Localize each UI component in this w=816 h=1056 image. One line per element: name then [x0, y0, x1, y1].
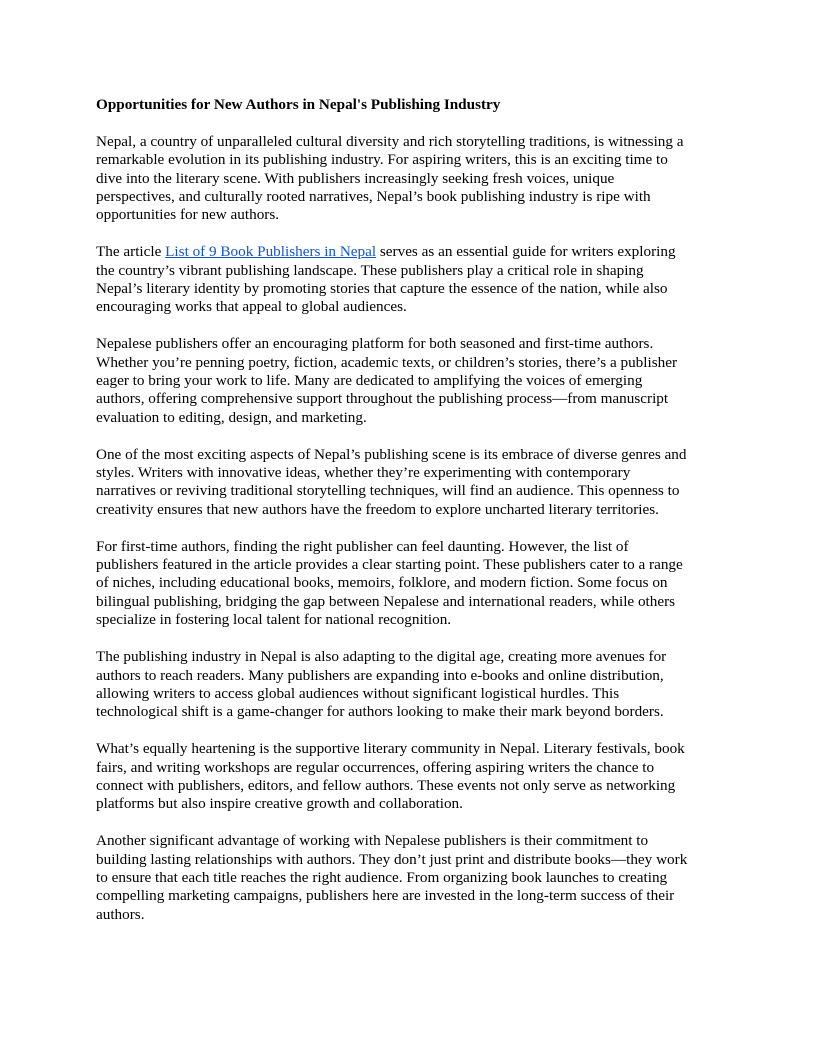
document-page	[96, 96, 726, 943]
publishers-list-link[interactable]: List of 9 Book Publishers in Nepal	[165, 243, 377, 261]
paragraph-text-before-link: The article	[96, 243, 166, 261]
document-title: Opportunities for New Authors in Nepal's Publishing Industry	[96, 96, 501, 113]
paragraph-article-reference	[96, 243, 726, 317]
paragraph-first-time-authors: For first-time authors, finding the right publisher can feel daunting. However, the list of publishers featured in the article provides a clear starting point. These publishers cater to a range of niches, including educational books, memoirs, folklore, and modern fiction. Some focus on bilingual publishing, bridging the gap between Nepalese and international readers, while others specialize in fostering local talent for national recognition.	[96, 537, 683, 629]
paragraph-diverse-genres: One of the most exciting aspects of Nepal’s publishing scene is its embrace of diverse genres and styles. Writers with innovative ideas, whether they’re experimenting with contemporary narratives or reviving traditional storytelling techniques, will find an audience. This openness to creativity ensures that new authors have the freedom to explore uncharted literary territories.	[96, 445, 687, 518]
paragraph-literary-community: What’s equally heartening is the supportive literary community in Nepal. Literary festivals, book fairs, and writing workshops are regular occurrences, offering aspiring writers the chance to connect with publishers, editors, and fellow authors. These events not only serve as networking platforms but also inspire creative growth and collaboration.	[96, 740, 685, 813]
paragraph-digital-age: The publishing industry in Nepal is also adapting to the digital age, creating more avenues for authors to reach readers. Many publishers are expanding into e-books and online distribution, allowing writers to access global audiences without significant logistical hurdles. This technological shift is a game-changer for authors looking to make their mark beyond borders.	[96, 648, 667, 721]
paragraph-intro: Nepal, a country of unparalleled cultural diversity and rich storytelling traditions, is witnessing a remarkable evolution in its publishing industry. For aspiring writers, this is an exciting time to dive into the literary scene. With publishers increasingly seeking fresh voices, unique perspectives, and culturally rooted narratives, Nepal’s book publishing industry is ripe with opportunities for new authors.	[96, 132, 684, 224]
paragraph-text-after-link: serves as an essential guide for writers exploring the country’s vibrant publishing landscape. These publishers play a critical role in shaping Nepal’s literary identity by promoting stories that capture the essence of the nation, while also encouraging works that appeal to global audiences.	[96, 243, 676, 316]
paragraph-publisher-platform: Nepalese publishers offer an encouraging platform for both seasoned and first-time authors. Whether you’re penning poetry, fiction, academic texts, or children’s stories, there’s a publisher eager to bring your work to life. Many are dedicated to amplifying the voices of emerging authors, offering comprehensive support throughout the publishing process—from manuscript evaluation to editing, design, and marketing.	[96, 335, 678, 426]
paragraph-author-relationships: Another significant advantage of working with Nepalese publishers is their commitment to building lasting relationships with authors. They don’t just print and distribute books—they work to ensure that each title reaches the right audience. From organizing book launches to creating compelling marketing campaigns, publishers here are invested in the long-term success of their authors.	[96, 832, 688, 923]
